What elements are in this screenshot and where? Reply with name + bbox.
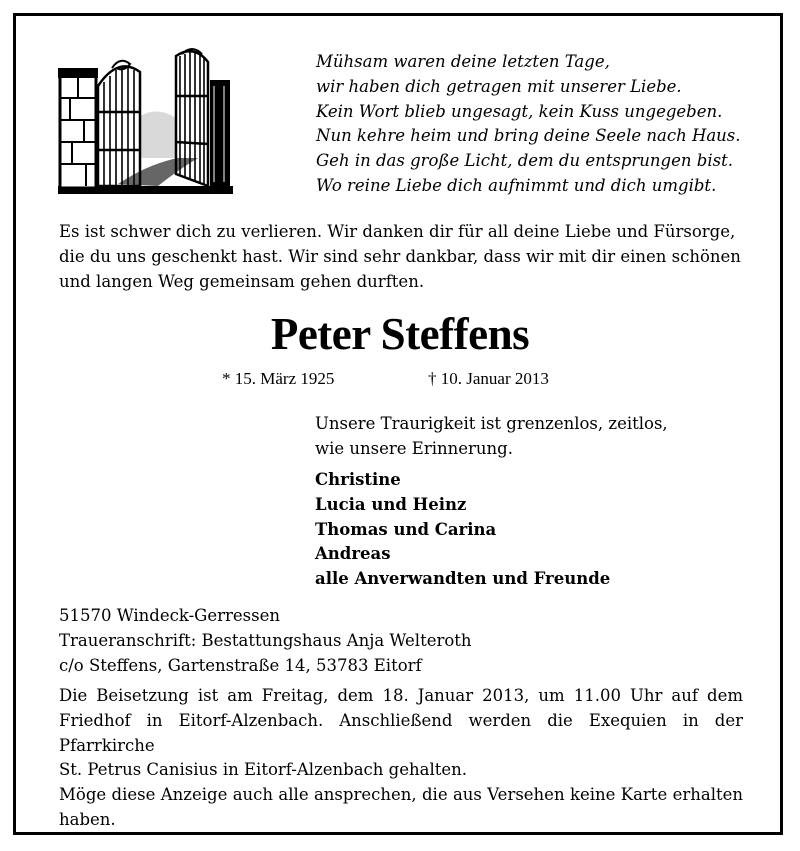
birth-date: * 15. März 1925 [222,369,335,388]
grief-line: wie unsere Erinnerung. [315,438,513,458]
family-member: alle Anverwandten und Freunde [315,569,611,589]
intro-line: Es ist schwer dich zu verlieren. Wir danken dir für all deine Liebe und Fürsorge, [59,222,736,241]
family-member: Andreas [315,544,391,564]
grief-text [315,412,668,462]
family-member: Christine [315,470,401,489]
poem [316,50,741,199]
funeral-notice [59,684,743,833]
poem-line: Kein Wort blieb ungesagt, kein Kuss ungegeben. [316,101,723,121]
family-list [315,468,610,592]
notice-line: Friedhof in Eitorf-Alzenbach. Anschließend werden die Exequien in der Pfarrkirche [59,710,743,755]
notice-line: Möge diese Anzeige auch alle ansprechen, die aus Versehen keine Karte erhalten [59,785,743,805]
address-line: Traueranschrift: Bestattungshaus Anja Welteroth [59,630,472,650]
intro-line: die du uns geschenkt hast. Wir sind sehr dankbar, dass wir mit dir einen schönen [59,246,741,266]
poem-line: Nun kehre heim und bring deine Seele nach Haus. [316,126,741,146]
notice-line: Die Beisetzung ist am Freitag, dem 18. Januar 2013, um 11.00 Uhr auf dem [59,686,743,705]
family-member: Thomas und Carina [315,519,497,539]
poem-line: Wo reine Liebe dich aufnimmt und dich umgibt. [316,175,717,195]
poem-line: Mühsam waren deine letzten Tage, [316,52,610,71]
grief-line: Unsere Traurigkeit ist grenzenlos, zeitlos, [315,414,668,433]
address-line: c/o Steffens, Gartenstraße 14, 53783 Eitorf [59,655,422,675]
address-line: 51570 Windeck-Gerressen [59,606,280,625]
intro-paragraph [59,220,743,294]
poem-line: Geh in das große Licht, dem du entsprungen bist. [316,151,733,171]
notice-line: haben. [59,809,116,829]
death-date: † 10. Januar 2013 [428,369,549,388]
open-garden-gate-icon [58,46,233,194]
intro-line: und langen Weg gemeinsam gehen durften. [59,271,425,291]
deceased-name: Peter Steffens [270,309,530,359]
poem-line: wir haben dich getragen mit unserer Liebe. [316,76,682,96]
address-block [59,604,472,678]
notice-line: St. Petrus Canisius in Eitorf-Alzenbach gehalten. [59,760,467,780]
family-member: Lucia und Heinz [315,494,467,514]
